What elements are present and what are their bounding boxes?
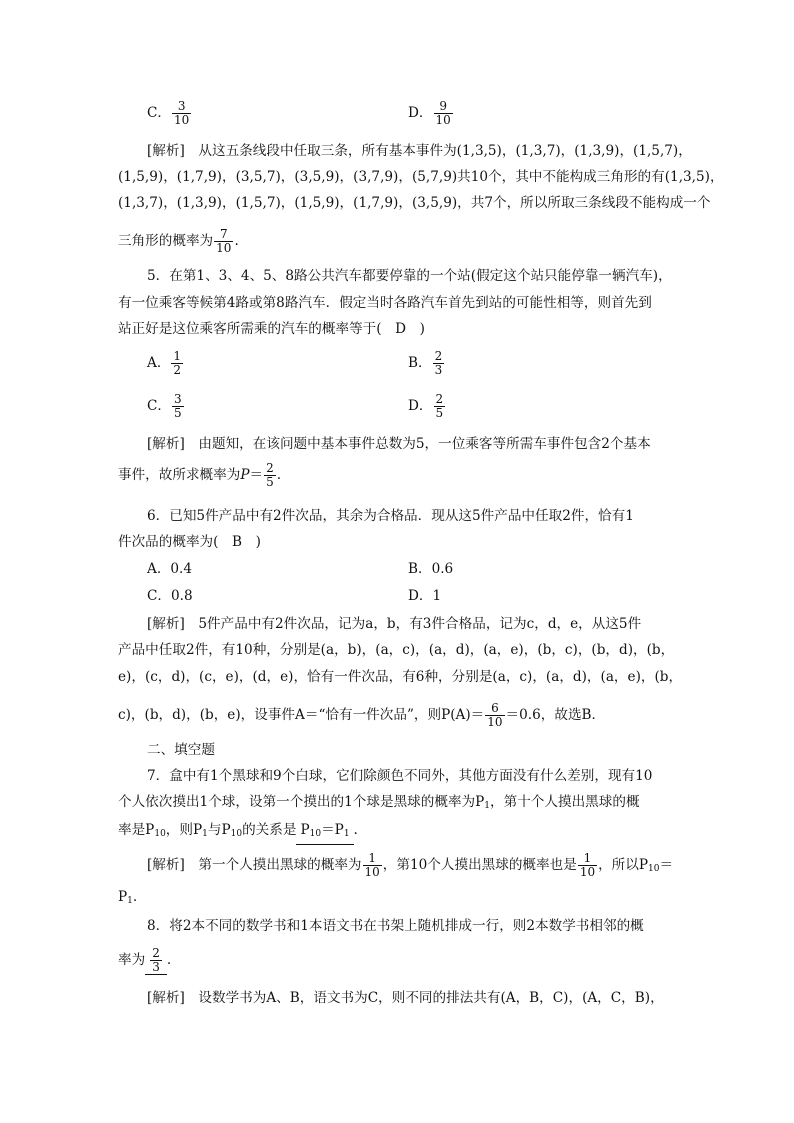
q4-explanation-line-2: (1,5,9)，(1,7,9)，(3,5,7)，(3,5,9)，(3,7,9)，(5,7,9)共10个，其中不能构成三角形的有(1,3,5)， xyxy=(118,169,724,185)
q6-explanation-line-2: 产品中任取2件，有10种，分别是(a，b)，(a，c)，(a，d)，(a，e)，(b，c)，(b，d)，(b， xyxy=(118,642,675,658)
q6-explanation-line-4: c)，(b，d)，(b，e)，设事件A＝“恰有一件次品”，则P(A)＝ $\frac{6}{10}$ ＝0.6，故选B． xyxy=(118,701,606,729)
q5-option-b: B． $\frac{2}{3}$ xyxy=(408,349,443,377)
q5-option-d: D． $\frac{2}{5}$ xyxy=(408,392,444,420)
fraction: $\frac{3}{5}$ xyxy=(174,392,182,420)
q6-option-a: A．0.4 xyxy=(147,561,193,577)
q6-question-line-1: 6．已知5件产品中有2件次品，其余为合格品．现从这5件产品中任取2件，恰有1 xyxy=(147,508,634,524)
q4-explanation-line-3: (1,3,7)，(1,3,9)，(1,5,7)，(1,5,9)，(1,7,9)，(3,5,9)，共7个，所以所取三条线段不能构成一个 xyxy=(118,195,711,211)
q7-question-line-3: 率是$P_{10}$，则$P_1$与$P_{10}$的关系是 $P_{10}=P_1$ . xyxy=(118,820,678,845)
q8-explanation-line-1: [解析] 设数学书为A、B，语文书为C，则不同的排法共有(A，B，C)，(A，C，B)， xyxy=(147,990,664,1006)
q6-option-d: D．1 xyxy=(408,588,442,604)
section-heading: 二、填空题 xyxy=(147,742,215,758)
q4-explanation-line-1: [解析] 从这五条线段中任取三条，所有基本事件为(1,3,5)，(1,3,7)，(1,3,9)，(1,5,7)， xyxy=(147,143,692,159)
q5-option-a: A． $\frac{1}{2}$ xyxy=(147,349,182,377)
q8-question-line-1: 8．将2本不同的数学书和1本语文书在书架上随机排成一行，则2本数学书相邻的概 xyxy=(147,918,644,934)
q6-question-line-2: 件次品的概率为( B ) xyxy=(118,534,261,550)
q7-explanation-line-1: [解析] 第一个人摸出黑球的概率为 $\frac{1}{10}$ ，第10个人摸出黑球的概率也是 $\frac{1}{10}$ ，所以$P_{10}=$ xyxy=(147,851,674,879)
q6-explanation-line-1: [解析] 5件产品中有2件次品，记为a，b，有3件合格品，记为c，d，e，从这5件 xyxy=(147,616,642,632)
q8-question-line-2: 率为 $\frac{2}{3}$ . xyxy=(118,946,172,974)
q5-explanation-line-1: [解析] 由题知，在该问题中基本事件总数为5，一位乘客等所需车事件包含2个基本 xyxy=(147,436,651,452)
q7-answer: $P_{10}=P_1$ xyxy=(296,820,353,845)
fraction: $\frac{2}{3}$ xyxy=(152,946,160,974)
fraction: $\frac{9}{10}$ xyxy=(435,99,451,127)
fraction: $\frac{1}{2}$ xyxy=(173,349,182,377)
fraction: $\frac{2}{5}$ xyxy=(266,461,274,489)
q7-question-line-2: 个人依次摸出1个球，设第一个摸出的1个球是黑球的概率为$P_1$，第十个人摸出黑球的概 xyxy=(118,794,640,811)
fraction: $\frac{1}{10}$ xyxy=(364,851,380,879)
q5-question-line-2: 有一位乘客等候第4路或第8路汽车．假定当时各路汽车首先到站的可能性相等，则首先到 xyxy=(118,295,652,311)
q6-option-b: B．0.6 xyxy=(408,561,454,577)
fraction: $\frac{3}{10}$ xyxy=(174,99,190,127)
q5-option-c: C． $\frac{3}{5}$ xyxy=(147,392,182,420)
q6-option-c: C．0.8 xyxy=(147,588,193,604)
fraction: $\frac{2}{3}$ xyxy=(434,349,443,377)
q7-question-line-1: 7．盒中有1个黑球和9个白球，它们除颜色不同外，其他方面没有什么差别，现有10 xyxy=(147,768,653,784)
q5-question-line-1: 5．在第1、3、4、5、8路公共汽车都要停靠的一个站(假定这个站只能停靠一辆汽车)， xyxy=(147,268,672,284)
fraction: $\frac{2}{5}$ xyxy=(435,392,444,420)
q8-answer xyxy=(145,947,167,975)
q7-explanation-line-2: $P_1$. xyxy=(118,889,138,906)
q4-explanation-line-4: 三角形的概率为 $\frac{7}{10}$ . xyxy=(118,227,239,255)
fraction: $\frac{1}{10}$ xyxy=(579,851,596,879)
q5-question-line-3: 站正好是这位乘客所需乘的汽车的概率等于( D ) xyxy=(118,321,425,337)
fraction: $\frac{6}{10}$ xyxy=(487,701,503,729)
q4-option-c: C． $\frac{3}{10}$ xyxy=(147,99,190,127)
q6-explanation-line-3: e)，(c，d)，(c，e)，(d，e)，恰有一件次品，有6种，分别是(a，c)，(a，d)，(a，e)，(b， xyxy=(118,669,683,685)
q5-explanation-line-2: 事件，故所求概率为P＝ $\frac{2}{5}$ . xyxy=(118,461,282,489)
fraction: $\frac{7}{10}$ xyxy=(216,227,232,255)
q4-option-d: D． $\frac{9}{10}$ xyxy=(408,99,451,127)
